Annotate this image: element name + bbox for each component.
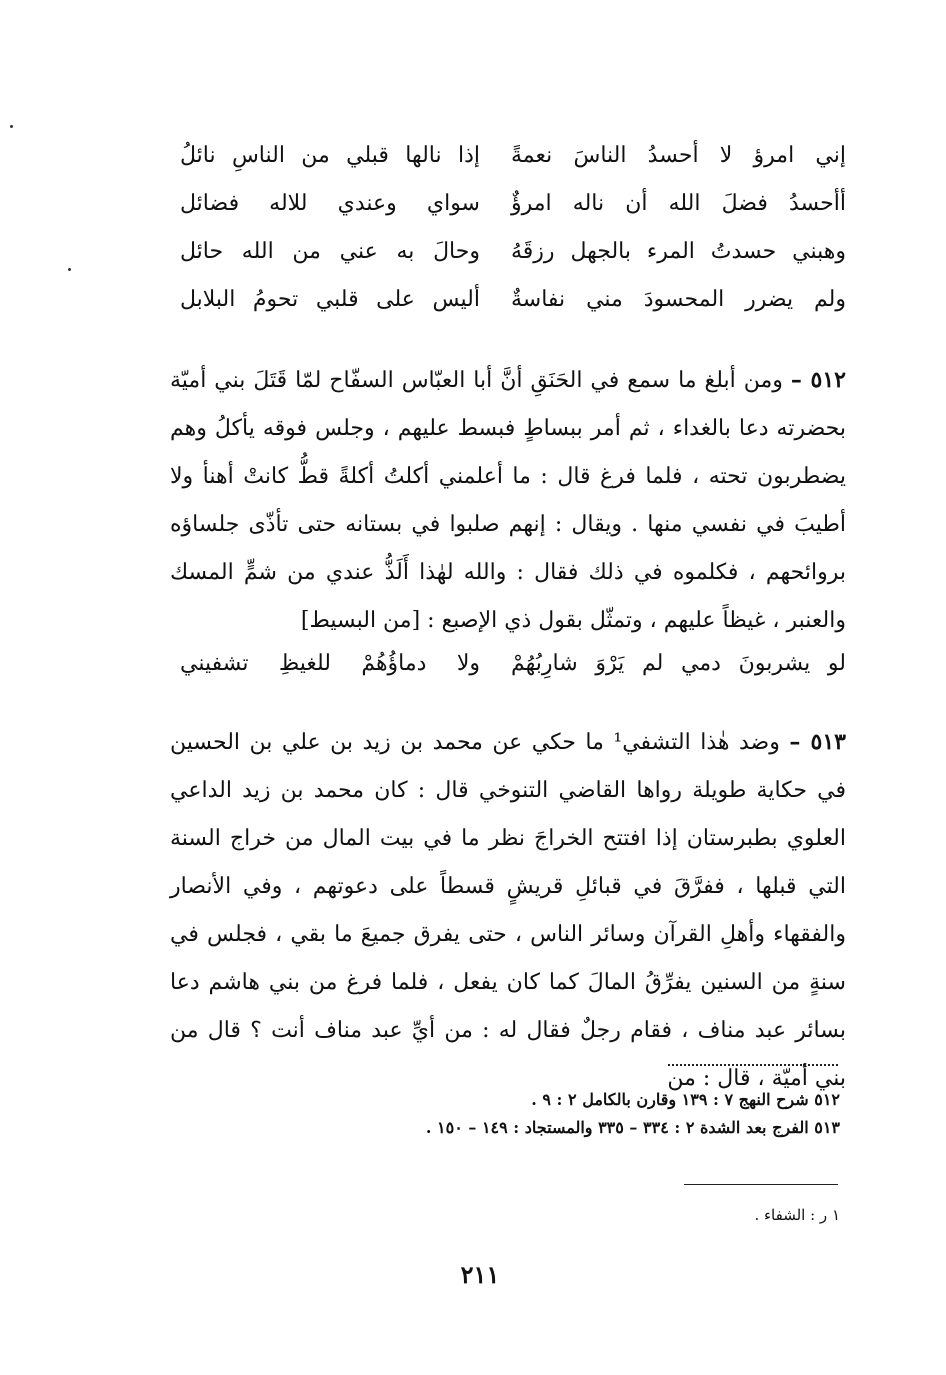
verse-first-hemistich: إني امرؤ لا أحسدُ الناسَ نعمةً [511, 143, 846, 168]
verse-second-hemistich: وحالَ به عني من الله حائل [180, 239, 480, 264]
paragraph-512 [170, 356, 846, 645]
verse-first-hemistich: ولم يضرر المحسودَ مني نفاسةٌ [511, 287, 846, 312]
source-note: ٥١٣ الفرج بعد الشدة ٢ : ٣٣٤ – ٣٣٥ والمستجاد : ١٤٩ – ١٥٠ . [425, 1118, 840, 1137]
verse-line [180, 276, 846, 324]
verse-first-hemistich: لو يشربونَ دمي لم يَرْوَ شارِبُهُمْ [511, 651, 846, 676]
page-number: ٢١١ [460, 1260, 500, 1289]
verse-first-hemistich: وهبني حسدتُ المرء بالجهل رزقَهُ [511, 239, 846, 264]
verse-second-hemistich: أليس على قلبي تحومُ البلابل [180, 287, 480, 312]
paragraph-number: ٥١٢ – [790, 367, 846, 393]
meter-label: [من البسيط] [300, 608, 421, 633]
verse-line [180, 132, 846, 180]
paragraph-text: وضد هٰذا التشفي¹ ما حكي عن محمد بن زيد بن علي بن الحسين في حكاية طويلة رواها القاضي التنوخي قال : كان محمد بن زيد الداعي العلوي بطبرستان إذا افتتح الخراجَ نظر ما في بيت المال من خراج السنة التي قبلها ، ففرَّقَ في قبائلِ قريشٍ قسطاً على دعوتهم ، وفي الأنصار والفقهاء وأهلِ القرآن وسائر الناس ، حتى يفرق جميعَ ما بقي ، فجلس في سنةٍ من السنين يفرِّقُ المالَ كما كان يفعل ، فلما فرغ من بني هاشم دعا بسائر عبد مناف ، فقام رجلٌ فقال له : من أيِّ عبد مناف أنت ؟ قال من بني أميّة ، قال : من [170, 730, 846, 1091]
paragraph-number: ٥١٣ – [789, 729, 846, 755]
verse-line [180, 180, 846, 228]
poem-verses [180, 640, 846, 688]
source-notes [330, 1086, 840, 1142]
footnote: ١ ر : الشفاء . [754, 1206, 840, 1224]
paragraph-513 [170, 718, 846, 1103]
poem-verses [180, 132, 846, 324]
source-note: ٥١٢ شرح النهج ٧ : ١٣٩ وقارن بالكامل ٢ : ٩ . [531, 1090, 840, 1109]
scan-speck [10, 125, 13, 128]
dotted-separator [668, 1064, 838, 1066]
verse-second-hemistich: ولا دماؤُهُمْ للغيظِ تشفيني [180, 651, 480, 676]
verse-line [180, 640, 846, 688]
verse-second-hemistich: إذا نالها قبلي من الناسِ نائلُ [180, 143, 480, 168]
verse-first-hemistich: أأحسدُ فضلَ الله أن ناله امرؤٌ [511, 191, 846, 216]
verse-second-hemistich: سواي وعندي للاله فضائل [180, 191, 480, 216]
footnote-separator [684, 1184, 838, 1185]
scan-speck [68, 268, 71, 271]
paragraph-text: ومن أبلغ ما سمع في الحَنَقِ أنَّ أبا العبّاس السفّاح لمّا قَتَلَ بني أميّة بحضرته دعا بالغداء ، ثم أمر ببساطٍ فبسط عليهم ، وجلس فوقه يأكلُ وهم يضطربون تحته ، فلما فرغ قال : ما أعلمني أكلتُ أكلةً قطُّ كانتْ أهنأ ولا أطيبَ في نفسي منها . ويقال : إنهم صلبوا في بستانه حتى تأذّى جلساؤه بروائحهم ، فكلموه في ذلك فقال : والله لهٰذا أَلَذُّ عندي من شمٍّ المسك والعنبر ، غيظاً عليهم ، وتمثّل بقول ذي الإصبع : [170, 368, 846, 633]
verse-line [180, 228, 846, 276]
